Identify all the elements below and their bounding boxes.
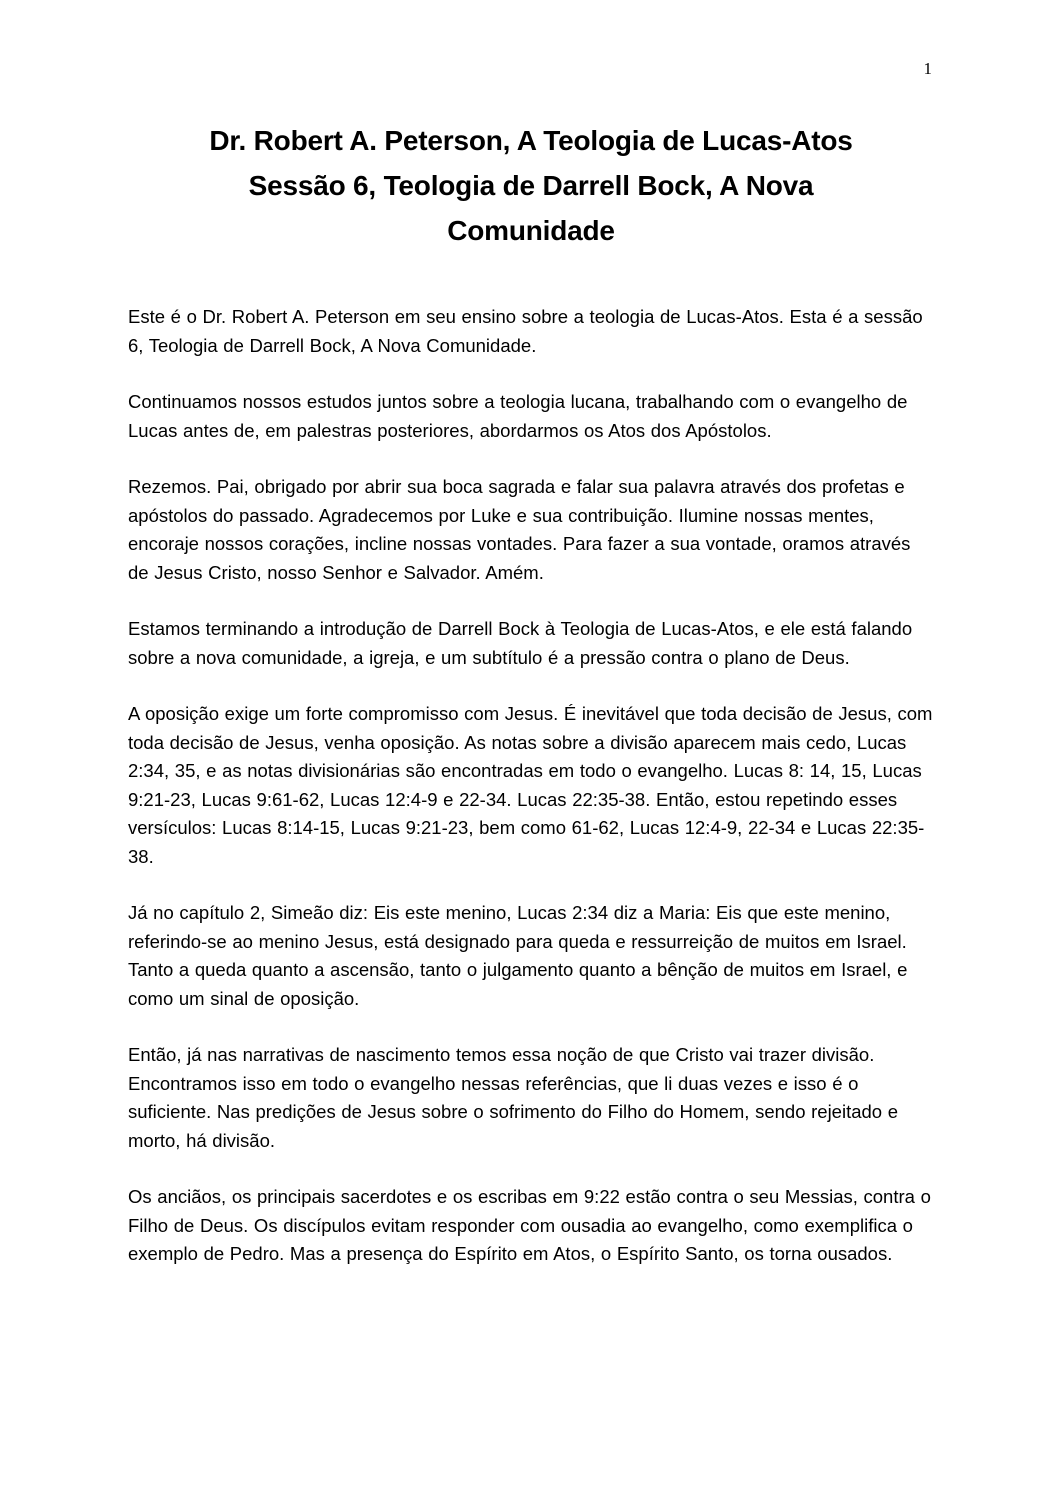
document-title-line: Comunidade (447, 215, 615, 246)
paragraph-elders: Os anciãos, os principais sacerdotes e os escribas em 9:22 estão contra o seu Messias, contra o Filho de Deus. Os discípulos evitam responder com ousadia ao evangelho, como exemplifica o exemplo de Pedro. Mas a presença do Espírito em Atos, o Espírito Santo, os torna ousados. (128, 1186, 931, 1264)
document-title (128, 118, 934, 253)
paragraph-simeon: Já no capítulo 2, Simeão diz: Eis este menino, Lucas 2:34 diz a Maria: Eis que este menino, referindo-se ao menino Jesus, está designado para queda e ressurreição de muitos em Israel. Tanto a queda quanto a ascensão, tanto o julgamento quanto a bênção de muitos em Israel, e como um sinal de oposição. (128, 902, 908, 1009)
document-title-line: Dr. Robert A. Peterson, A Teologia de Lucas-Atos (209, 125, 853, 156)
paragraph-continuation: Continuamos nossos estudos juntos sobre a teologia lucana, trabalhando com o evangelho de Lucas antes de, em palestras posteriores, abordarmos os Atos dos Apóstolos. (128, 391, 908, 441)
paragraph-prayer: Rezemos. Pai, obrigado por abrir sua boca sagrada e falar sua palavra através dos profetas e apóstolos do passado. Agradecemos por Luke e sua contribuição. Ilumine nossas mentes, encoraje nossos corações, incline nossas vontades. Para fazer a sua vontade, oramos através de Jesus Cristo, nosso Senhor e Salvador. Amém. (128, 476, 911, 583)
paragraph-intro: Este é o Dr. Robert A. Peterson em seu ensino sobre a teologia de Lucas-Atos. Esta é a sessão 6, Teologia de Darrell Bock, A Nova Comunidade. (128, 306, 923, 356)
paragraph-division: Então, já nas narrativas de nascimento temos essa noção de que Cristo vai trazer divisão. Encontramos isso em todo o evangelho nessas referências, que li duas vezes e isso é o suficiente. Nas predições de Jesus sobre o sofrimento do Filho do Homem, sendo rejeitado e morto, há divisão. (128, 1044, 899, 1151)
page-number: 1 (923, 59, 932, 78)
document-content (128, 118, 934, 1269)
document-body (128, 303, 934, 1269)
document-title-line: Sessão 6, Teologia de Darrell Bock, A Nova (248, 170, 814, 201)
paragraph-bock-introduction: Estamos terminando a introdução de Darrell Bock à Teologia de Lucas-Atos, e ele está falando sobre a nova comunidade, a igreja, e um subtítulo é a pressão contra o plano de Deus. (128, 618, 913, 668)
paragraph-opposition-verses: A oposição exige um forte compromisso com Jesus. É inevitável que toda decisão de Jesus, com toda decisão de Jesus, venha oposição. As notas sobre a divisão aparecem mais cedo, Lucas 2:34, 35, e as notas divisionárias são encontradas em todo o evangelho. Lucas 8: 14, 15, Lucas 9:21-23, Lucas 9:61-62, Lucas 12:4-9 e 22-34. Lucas 22:35-38. Então, estou repetindo esses versículos: Lucas 8:14-15, Lucas 9:21-23, bem como 61-62, Lucas 12:4-9, 22-34 e Lucas 22:35-38. (128, 703, 933, 867)
